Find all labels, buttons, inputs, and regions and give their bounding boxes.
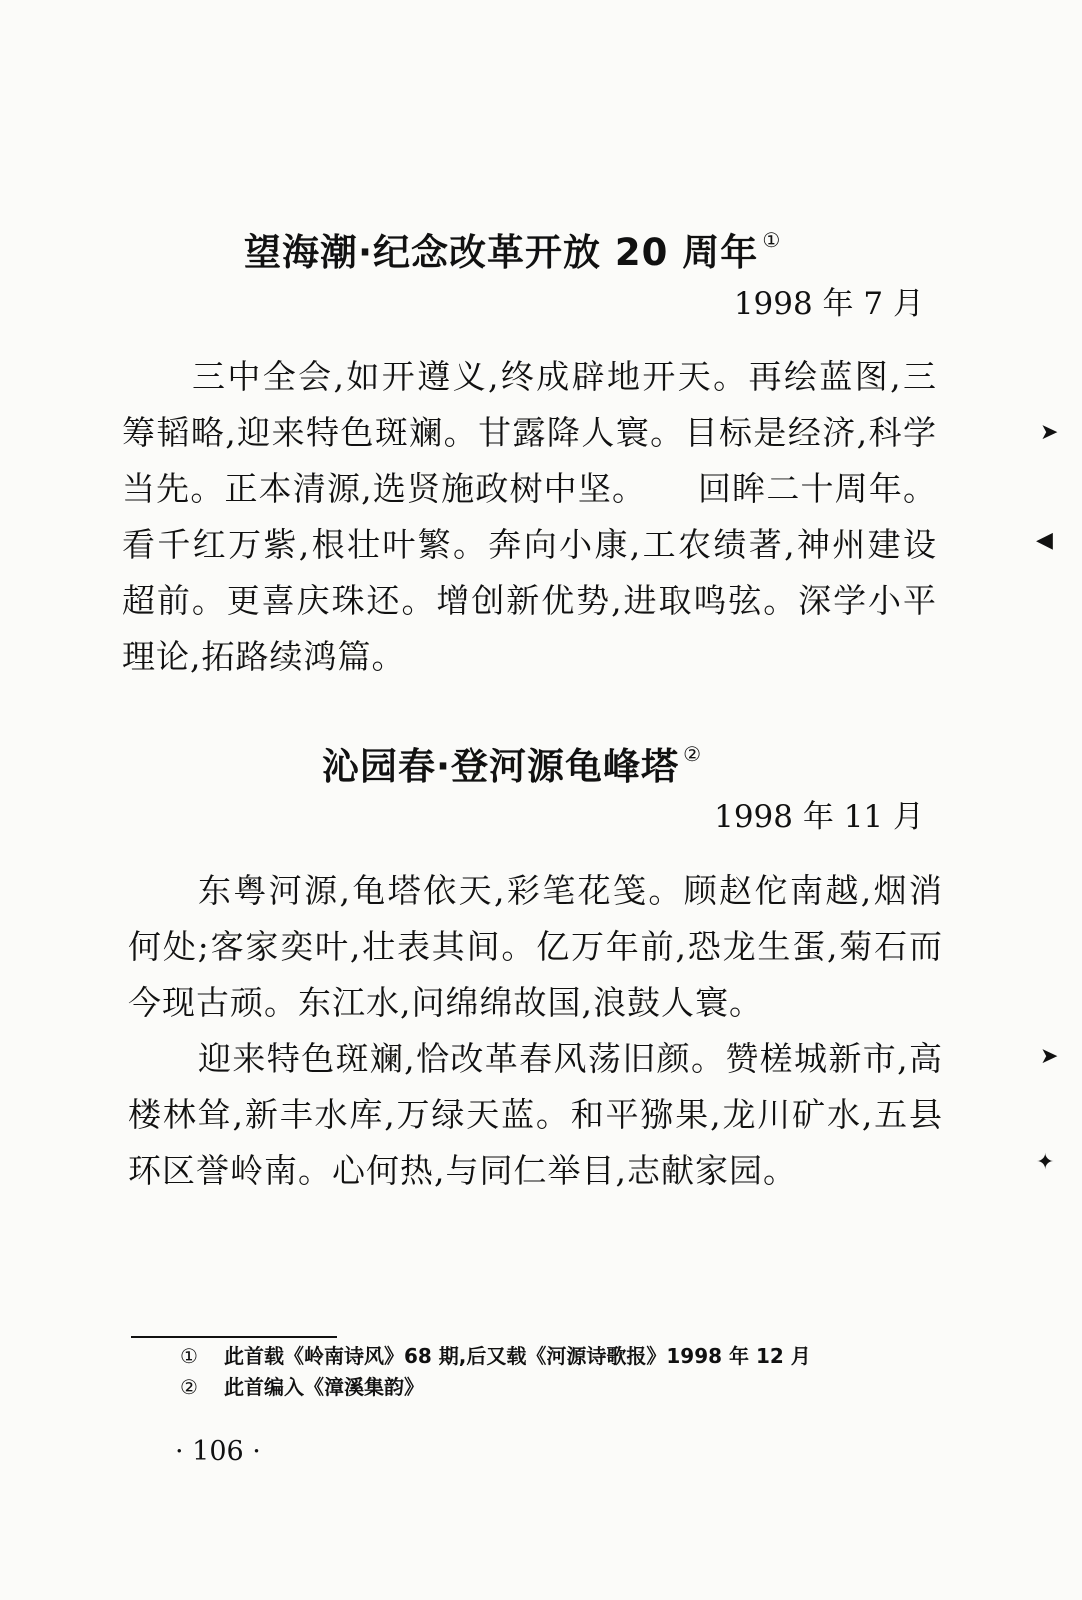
poem1-footnote-mark: ① (762, 228, 782, 252)
poem1-title-text: 望海潮·纪念改革开放 20 周年 (244, 231, 759, 274)
poem1-paragraph: 三中全会,如开遵义,终成辟地开天。再绘蓝图,三筹韬略,迎来特色斑斓。甘露降人寰。目标是经济,科学当先。正本清源,选贤施政树中坚。 回眸二十周年。看千红万紫,根壮叶繁。奔向小康,工农绩著,神州建设超前。更喜庆珠还。增创新优势,进取鸣弦。深学小平理论,拓路续鸿篇。 (122, 357, 937, 676)
footnote-2 (180, 1371, 424, 1400)
footnote-1 (180, 1340, 811, 1369)
poem1-body (122, 349, 937, 685)
poem2-title (322, 736, 702, 790)
scan-speck-icon: ✦ (1036, 1150, 1055, 1175)
poem2-paragraph: 迎来特色斑斓,恰改革春风荡旧颜。赞槎城新市,高楼林耸,新丰水库,万绿天蓝。和平猕果,龙川矿水,五县环区誉岭南。心何热,与同仁举目,志献家园。 (128, 1039, 943, 1190)
poem2-date: 1998 年 11 月 (714, 799, 924, 835)
scan-speck-icon: ➤ (1040, 1044, 1059, 1069)
poem1-date: 1998 年 7 月 (733, 286, 924, 322)
footnote-2-mark: ② (180, 1375, 198, 1399)
scan-speck-icon: ➤ (1040, 420, 1059, 445)
poem2-footnote-mark: ② (683, 742, 702, 766)
footnote-1-mark: ① (180, 1344, 198, 1368)
poem2-paragraph: 东粤河源,龟塔依天,彩笔花笺。顾赵佗南越,烟消何处;客家奕叶,壮表其间。亿万年前,恐龙生蛋,菊石而今现古顽。东江水,问绵绵故国,浪鼓人寰。 (128, 871, 943, 1022)
footnote-2-text: 此首编入《漳溪集韵》 (224, 1375, 424, 1399)
footnote-divider (131, 1336, 337, 1338)
poem2-body (128, 863, 943, 1199)
poem1-title (244, 222, 781, 276)
scan-speck-icon: ◀ (1036, 528, 1053, 553)
footnote-1-text: 此首载《岭南诗风》68 期,后又载《河源诗歌报》1998 年 12 月 (224, 1344, 811, 1368)
page-number: · 106 · (175, 1436, 261, 1467)
poem2-title-text: 沁园春·登河源龟峰塔 (322, 745, 680, 788)
